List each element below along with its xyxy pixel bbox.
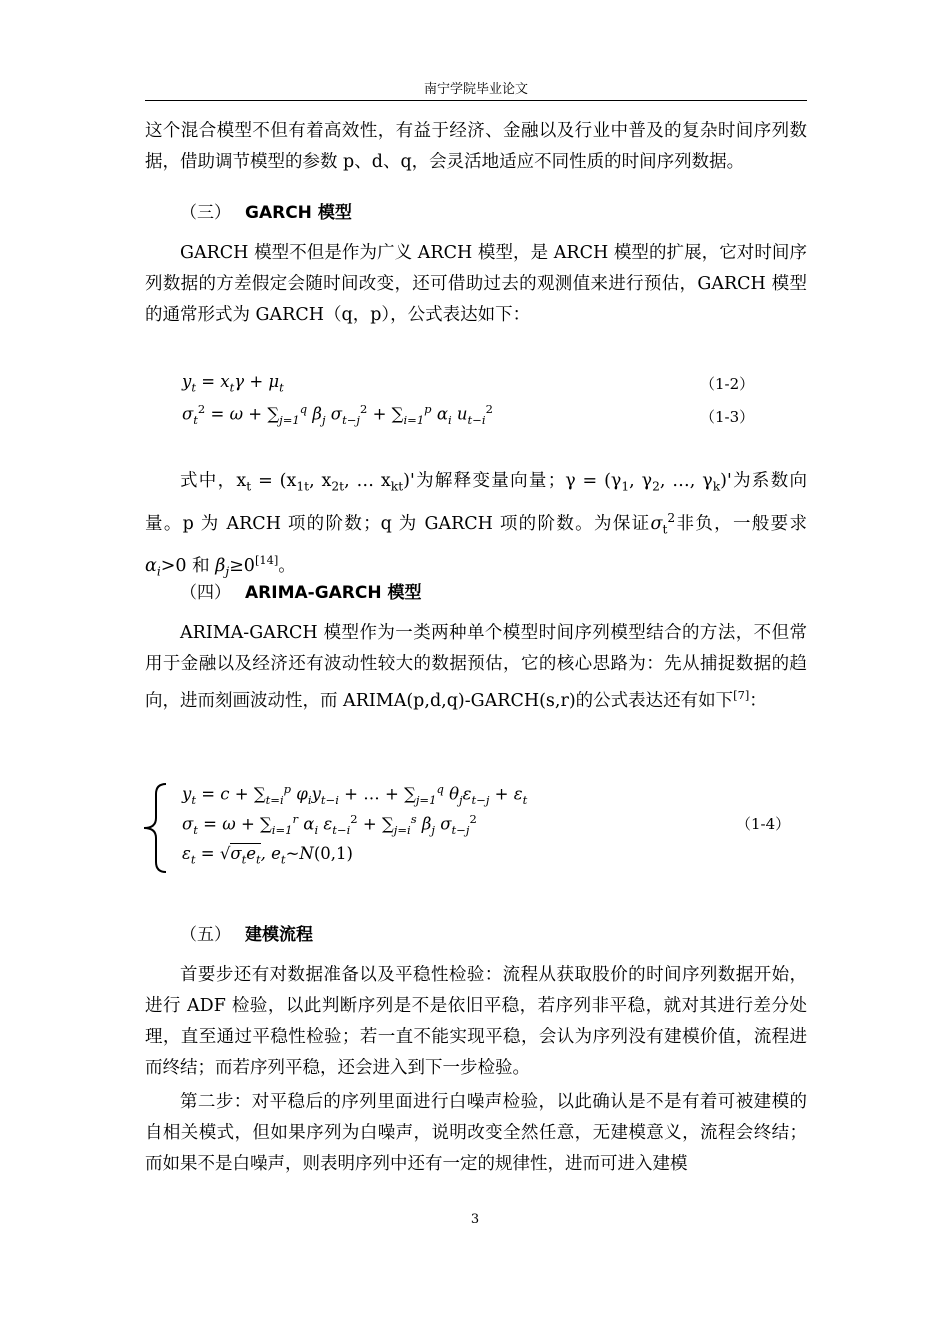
- heading-arima-garch: [180, 578, 422, 603]
- equation-1-4-line-1: $y_t = c + \sum_{t=i}^p$ $\varphi_iy_{t-i}$ + … + $\sum_{j=1}^q$ $\theta_j\varepsilon_{t-j} + \varepsilon_t$: [182, 782, 528, 807]
- paragraph-arima-garch: ARIMA-GARCH 模型作为一类两种单个模型时间序列模型结合的方法，不但常用于金融以及经济还有波动性较大的数据预估，它的核心思路为：先从捕捉数据的趋向，进而刻画波动性，而 ARIMA(p,d,q)-GARCH(s,r)的公式表达还有如下[7]：: [145, 623, 807, 711]
- heading-title: ARIMA-GARCH 模型: [245, 583, 422, 603]
- paragraph-garch: GARCH 模型不但是作为广义 ARCH 模型，是 ARCH 模型的扩展，它对时间序列数据的方差假定会随时间改变，还可借助过去的观测值来进行预估，GARCH 模型的通常形式为 GARCH（q，p），公式表达如下：: [145, 243, 807, 325]
- equation-1-3: $\sigma_t^2 = \omega + \sum_{j=1}^q$ $\beta_j$ $\sigma_{t-j}^2 + \sum_{i=1}^p$ $\alpha_i$ $u_{t-i}^2$: [182, 402, 493, 427]
- paragraph-step-one: 首要步还有对数据准备以及平稳性检验：流程从获取股价的时间序列数据开始，进行 ADF 检验，以此判断序列是不是依旧平稳，若序列非平稳，就对其进行差分处理，直至通过平稳性检验；若一直不能实现平稳，会认为序列没有建模价值，流程进而终结；而若序列平稳，还会进入到下一步检验。: [145, 965, 807, 1078]
- equation-number-1-4: （1-4）: [736, 815, 791, 833]
- paragraph-step-two: 第二步：对平稳后的序列里面进行白噪声检验，以此确认是不是有着可被建模的自相关模式，但如果序列为白噪声，说明改变全然任意，无建模意义，流程会终结；而如果不是白噪声，则表明序列中还有一定的规律性，进而可进入建模: [145, 1092, 807, 1174]
- heading-number: （五）: [180, 925, 231, 945]
- citation-7: [7]: [733, 688, 750, 702]
- header-rule: [145, 100, 807, 101]
- paragraph-definitions: 式中，$x_t = (x_{1t}$, $x_{2t}$, … $x_{kt})'$为解释变量向量；$\gamma = (\gamma_1$, $\gamma_2$, …, $\gamma_k)'$为系数向量。p 为 ARCH 项的阶数；q 为 GARCH 项的阶数。为保证$\sigma_t^2$非负，一般要求$\alpha_i>0$ 和 $\beta_j\ge 0[14]$。: [145, 471, 808, 579]
- equation-1-2: $y_t = x_t\gamma + \mu_t$: [182, 372, 284, 395]
- page-number: 3: [470, 1212, 480, 1227]
- left-brace-icon: [140, 782, 170, 874]
- paragraph-intro: 这个混合模型不但有着高效性，有益于经济、金融以及行业中普及的复杂时间序列数据，借助调节模型的参数 p、d、q，会灵活地适应不同性质的时间序列数据。: [145, 121, 807, 172]
- equation-number-1-3: （1-3）: [700, 408, 755, 426]
- equation-1-4-line-3: $\varepsilon_t = √\sigma_te_t$, $e_t\sim N(0,1)$: [182, 844, 353, 867]
- heading-modeling-process: [180, 920, 313, 945]
- equation-1-4-line-2: $\sigma_t = \omega + \sum_{i=1}^r$ $\alpha_i$ $\varepsilon_{t-i}^2 + \sum_{j=i}^s$ $\beta_j$ $\sigma_{t-j}^2$: [182, 812, 477, 837]
- heading-title: 建模流程: [245, 925, 313, 945]
- equation-number-1-2: （1-2）: [700, 375, 755, 393]
- citation-14: [14]: [254, 552, 279, 567]
- heading-garch: [180, 198, 352, 223]
- heading-number: （三）: [180, 203, 231, 223]
- heading-title: GARCH 模型: [245, 203, 352, 223]
- heading-number: （四）: [180, 583, 231, 603]
- page-header: 南宁学院毕业论文: [423, 82, 528, 97]
